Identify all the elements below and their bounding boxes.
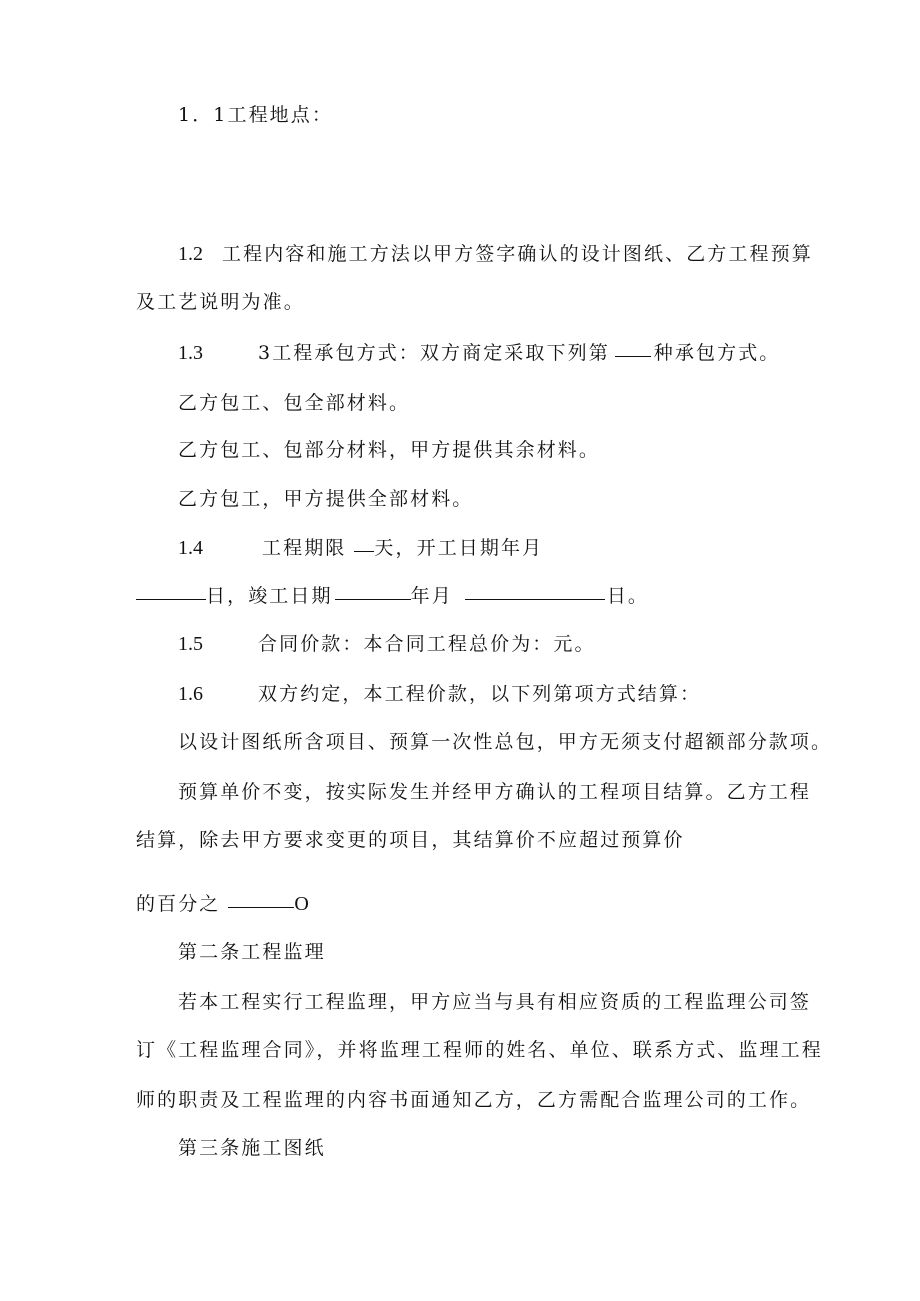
clause-1-2-text: 工程内容和施工方法以甲方签字确认的设计图纸、乙方工程预算: [222, 243, 813, 265]
clause-1-1-text: 1．1工程地点：: [178, 104, 333, 126]
dates-text-3: 日。: [606, 585, 650, 607]
option-1-text: 乙方包工、包全部材料。: [178, 392, 411, 414]
clause-number: 1.5: [178, 633, 203, 655]
option-3-text: 乙方包工，甲方提供全部材料。: [178, 488, 474, 510]
settlement-option-2-cont: [136, 828, 685, 852]
article-2-para-line-1: [178, 990, 811, 1014]
article-2-title: 第二条工程监理: [178, 941, 326, 963]
article-2-para-line-2: [136, 1038, 823, 1062]
blank-line: [465, 598, 605, 600]
article-2-para-line-3: [136, 1088, 811, 1112]
clause-1-2: [178, 242, 813, 266]
blank-line: [136, 598, 206, 600]
article-3-heading: [178, 1136, 326, 1160]
clause-1-2-text-cont: 及工艺说明为准。: [136, 291, 305, 313]
blank-line: [615, 355, 651, 357]
clause-1-5: [178, 632, 596, 656]
percentage-end: O: [294, 893, 309, 915]
clause-1-6-text: 双方约定，本工程价款，以下列第项方式结算：: [258, 683, 702, 705]
percentage-line: [136, 892, 309, 916]
clause-1-3-text: 3工程承包方式：双方商定采取下列第: [258, 342, 610, 364]
clause-1-1: [178, 103, 333, 127]
article-2-heading: [178, 940, 326, 964]
settlement-option-2-text-cont: 结算，除去甲方要求变更的项目，其结算价不应超过预算价: [136, 829, 685, 851]
clause-number: 1.4: [178, 537, 203, 559]
clause-number: 1.6: [178, 683, 203, 705]
clause-1-4-text: 工程期限: [262, 537, 347, 559]
clause-1-4: [178, 536, 543, 560]
clause-1-5-text: 合同价款：本合同工程总价为：元。: [258, 633, 596, 655]
clause-1-6: [178, 682, 701, 706]
settlement-option-1-text: 以设计图纸所含项目、预算一次性总包，甲方无须支付超额部分款项。: [178, 731, 833, 753]
dates-text-1: 日，竣工日期: [206, 585, 333, 607]
article-2-text-3: 师的职责及工程监理的内容书面通知乙方，乙方需配合监理公司的工作。: [136, 1089, 812, 1111]
clause-number: 1.3: [178, 342, 203, 364]
percentage-text: 的百分之: [136, 893, 221, 915]
dates-text-2: 年月: [410, 585, 453, 607]
option-line-3: [178, 487, 473, 511]
clause-1-4-text-end: 天，开工日期年月: [374, 537, 544, 559]
clause-1-3: [178, 341, 780, 365]
settlement-option-1: [178, 730, 832, 754]
article-2-text-1: 若本工程实行工程监理，甲方应当与具有相应资质的工程监理公司签: [178, 991, 812, 1013]
option-line-2: [178, 438, 600, 462]
option-2-text: 乙方包工、包部分材料，甲方提供其余材料。: [178, 439, 601, 461]
clause-1-4-dates: [136, 584, 649, 608]
article-3-title: 第三条施工图纸: [178, 1137, 326, 1159]
clause-1-2-continued: [136, 290, 305, 314]
blank-line: [354, 550, 374, 552]
clause-1-3-text-end: 种承包方式。: [653, 342, 781, 364]
article-2-text-2: 订《工程监理合同》，并将监理工程师的姓名、单位、联系方式、监理工程: [136, 1039, 823, 1061]
settlement-option-2: [178, 780, 811, 804]
clause-number: 1.2: [178, 243, 203, 265]
blank-line: [335, 598, 411, 600]
settlement-option-2-text: 预算单价不变，按实际发生并经甲方确认的工程项目结算。乙方工程: [178, 781, 812, 803]
option-line-1: [178, 391, 410, 415]
blank-line: [228, 906, 294, 908]
